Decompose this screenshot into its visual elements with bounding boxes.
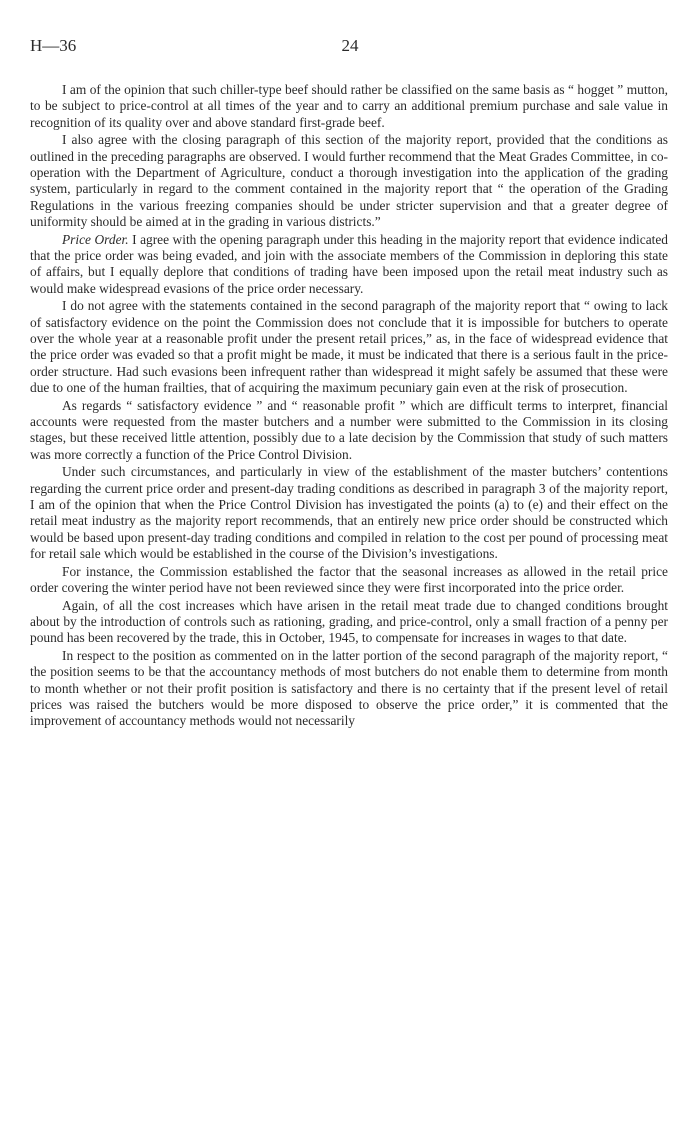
paragraph bbox=[30, 398, 668, 463]
paragraph-lead: Price Order. bbox=[62, 231, 129, 247]
document-reference: H—36 bbox=[30, 36, 77, 55]
paragraph-text: Again, of all the cost increases which have arisen in the retail meat trade due to changed conditions brought about by the introduction of controls such as rationing, grading, and price-control, only a small fraction of a penny per pound has been recovered by the trade, this in October, 1945, to compensate for increases in wages to that date. bbox=[30, 597, 668, 646]
paragraph bbox=[30, 564, 668, 597]
paragraph bbox=[30, 598, 668, 647]
paragraph-text: For instance, the Commission established the factor that the seasonal increases as allowed in the retail price order covering the winter period have not been reviewed since they were first incorporated into the price order. bbox=[30, 563, 668, 595]
paragraph-text: In respect to the position as commented on in the latter portion of the second paragraph of the majority report, “ the position seems to be that the accountancy methods of most butchers do not enable them to determine from month to month whether or not their profit position is satisfactory and there is no certainty that if the present level of retail prices was raised the butchers would be more disposed to observe the price order,” it is commented that the improvement of accountancy methods would not necessarily bbox=[30, 648, 668, 729]
paragraph-text: I am of the opinion that such chiller-type beef should rather be classified on the same basis as “ hogget ” mutton, to be subject to price-control at all times of the year and to carry an additional premium purchase and sale value in recognition of its quality over and above standard first-grade beef. bbox=[30, 82, 668, 130]
paragraph bbox=[30, 82, 668, 131]
paragraph bbox=[30, 464, 668, 562]
paragraph-text: Under such circumstances, and particularly in view of the establishment of the master butchers’ contentions regarding the current price order and present-day trading conditions as described in paragraph 3 of the majority report, I am of the opinion that when the Price Control Division has investigated the points (a) to (e) and their effect on the retail meat industry as the majority report recommends, that an entirely new price order should be constructed which would be based upon present-day trading conditions and compiled in relation to the cost per pound of processing meat for retail sale which would be established in the course of the Division’s investigations. bbox=[30, 464, 668, 561]
paragraph-text: I agree with the opening paragraph under this heading in the majority report that evidence indicated that the price order was being evaded, and join with the associate members of the Commission in deploring this state of affairs, but I equally deplore that conditions of trading have been imposed upon the retail meat industry such as would make widespread evasions of the price order necessary. bbox=[30, 231, 668, 296]
paragraph-text: I do not agree with the statements contained in the second paragraph of the majority report that “ owing to lack of satisfactory evidence on the point the Commission does not conclude that it is impossible for butchers to operate over the whole year at a reasonable profit under the present retail prices,” as, in the face of widespread evidence that the price order was evaded so that a profit might be made, it must be indicated that there is a serious fault in the price-order structure. Had such evasions been infrequent rather than widespread it might safely be assumed that these were due to one of the human frailties, that of acquiring the maximum pecuniary gain even at the risk of prosecution. bbox=[30, 298, 668, 395]
paragraph bbox=[30, 648, 668, 729]
paragraph bbox=[30, 232, 668, 297]
paragraph bbox=[30, 298, 668, 396]
page-number: 24 bbox=[341, 36, 359, 55]
paragraph bbox=[30, 132, 668, 230]
page-header bbox=[30, 36, 670, 58]
paragraph-text: As regards “ satisfactory evidence ” and “ reasonable profit ” which are difficult terms to interpret, financial accounts were requested from the master butchers and a number were submitted to the Commission in its closing stages, but these received little attention, possibly due to a late decision by the Commission that study of such matters was more correctly a function of the Price Control Division. bbox=[30, 397, 668, 462]
paragraph-text: I also agree with the closing paragraph of this section of the majority report, provided that the conditions as outlined in the preceding paragraphs are observed. I would further recommend that the Meat Grades Committee, in co-operation with the Department of Agriculture, conduct a thorough investigation into the application of the grading system, particularly in regard to the comment contained in the majority report that “ the operation of the Grading Regulations in the various freezing companies should be under stricter supervision and that a greater degree of uniformity should be aimed at in the grading in various districts.” bbox=[30, 132, 668, 229]
body-text bbox=[30, 82, 668, 731]
